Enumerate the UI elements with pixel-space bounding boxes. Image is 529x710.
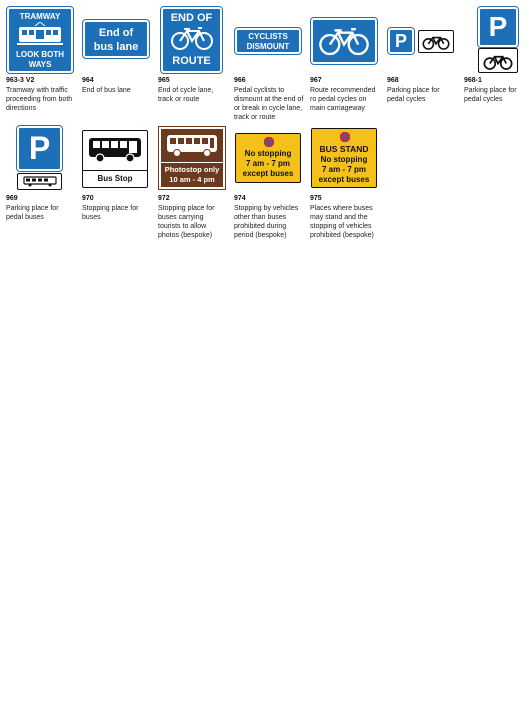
sign-number: 964: [82, 77, 94, 84]
parking-letter: P: [394, 31, 407, 51]
parking-sign: [17, 126, 62, 171]
no-stopping-sign: [235, 133, 301, 183]
sign-number: 968-1: [464, 77, 482, 84]
cyclists-dismount-sign: [235, 28, 301, 54]
sign-number: 967: [310, 77, 322, 84]
cycle-plate: [418, 30, 454, 53]
sign-number: 966: [234, 77, 246, 84]
sign-description: Parking place for pedal buses: [6, 205, 59, 221]
bus-stand-title: BUS STAND: [319, 144, 369, 154]
sign-number: 972: [158, 195, 170, 202]
tramway-sign-line3: WAYS: [28, 60, 52, 69]
sign-description: Places where buses may stand and the stopping of vehicles prohibited (bespoke): [310, 205, 374, 239]
bus-icon: [23, 176, 57, 187]
parking-letter: P: [28, 130, 51, 166]
bus-icon: [88, 137, 142, 163]
bus-stand-line3: except buses: [318, 175, 370, 184]
no-stopping-line1: No stopping: [244, 149, 292, 158]
bus-stop-label: Bus Stop: [97, 174, 133, 183]
sign-description: End of cycle lane, track or route: [158, 87, 214, 103]
bus-stand-line1: No stopping: [320, 155, 368, 164]
tramway-sign-line1: TRAMWAY: [19, 12, 61, 21]
photostop-line2: 10 am - 4 pm: [169, 175, 215, 184]
sign-description: Tramway with traffic proceeding from both directions: [6, 87, 73, 112]
bus-stand-line2: 7 am - 7 pm: [321, 165, 366, 174]
no-stopping-line3: except buses: [242, 169, 294, 178]
bus-stop-sign: [82, 130, 148, 188]
bicycle-icon: [483, 53, 513, 70]
no-stopping-roundel-icon: [264, 137, 274, 147]
end-of-bus-lane-sign: [83, 20, 149, 58]
bus-stop-divider: [83, 170, 147, 171]
parking-sign: [478, 7, 518, 47]
cycle-plate: [478, 48, 518, 73]
photostop-line1: Photostop only: [164, 165, 220, 174]
sign-description: Parking place for pedal cycles: [464, 87, 517, 103]
sign-description: Stopping place for buses carrying tourists to allow photos (bespoke): [158, 205, 215, 239]
dismount-line2: DISMOUNT: [246, 42, 290, 51]
sign-number: 969: [6, 195, 18, 202]
sign-description: Stopping by vehicles other than buses prohibited during period (bespoke): [234, 205, 299, 239]
bus-lane-line1: End of: [98, 27, 134, 39]
parking-letter: P: [488, 11, 508, 42]
bicycle-icon: [170, 26, 214, 50]
tram-icon: [17, 22, 63, 46]
tramway-sign-line2: LOOK BOTH: [16, 50, 64, 59]
photostop-divider: [161, 162, 223, 163]
sign-number: 963-3 V2: [6, 77, 35, 84]
sign-description: Parking place for pedal cycles: [387, 87, 440, 103]
sign-number: 968: [387, 77, 399, 84]
tramway-sign: [7, 7, 73, 73]
sign-number: 965: [158, 77, 170, 84]
bus-stand-sign: [311, 128, 377, 188]
parking-sign: [388, 28, 414, 54]
bicycle-icon: [422, 34, 450, 50]
coach-icon: [166, 134, 218, 158]
sign-description: Route recommended ro pedal cycles on main carriageway: [310, 87, 376, 112]
sign-number: 975: [310, 195, 322, 202]
bus-plate: [17, 173, 62, 190]
end-of-route-line2: ROUTE: [172, 55, 211, 67]
dismount-line1: CYCLISTS: [248, 32, 288, 41]
cycle-route-sign: [311, 18, 377, 64]
no-stopping-line2: 7 am - 7 pm: [245, 159, 290, 168]
bus-lane-line2: bus lane: [93, 41, 139, 53]
sign-number: 970: [82, 195, 94, 202]
sign-description: Stopping place for buses: [82, 205, 139, 221]
bicycle-icon: [318, 26, 370, 56]
photostop-sign: [159, 127, 225, 189]
end-of-route-line1: END OF: [170, 12, 213, 24]
sign-description: End of bus lane: [82, 87, 131, 94]
sign-description: Pedal cyclists to dismount at the end of or break in cycle lane, track or route: [234, 87, 304, 121]
sign-number: 974: [234, 195, 246, 202]
end-of-route-sign: [161, 7, 222, 73]
no-stopping-roundel-icon: [340, 132, 350, 142]
